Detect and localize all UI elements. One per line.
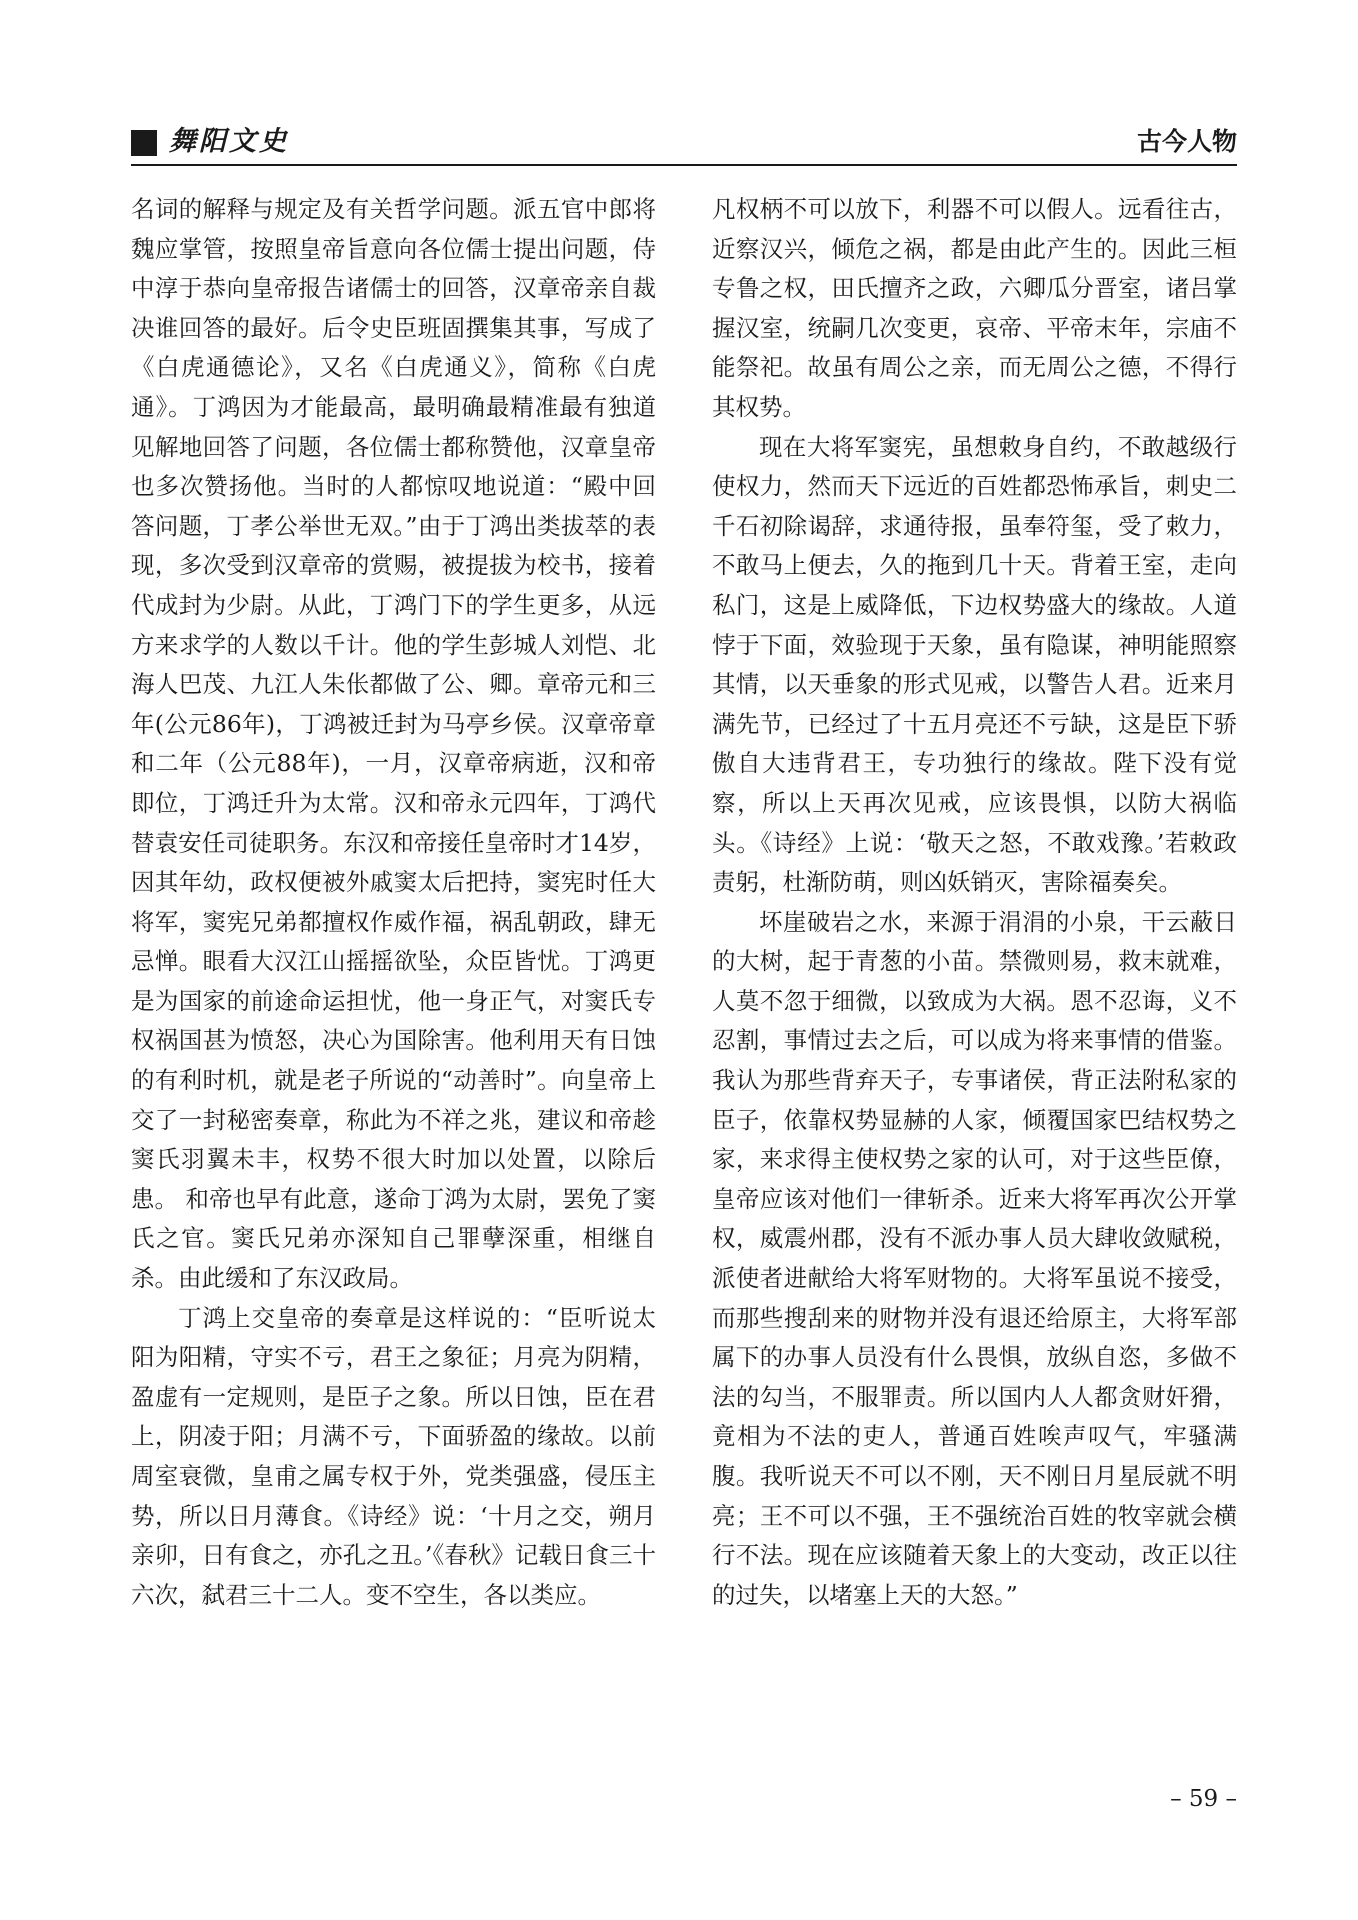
left-paragraph-2: 丁鸿上交皇帝的奏章是这样说的：“臣听说太阳为阳精，守实不亏，君王之象征；月亮为阴精，盈虚有一定规则，是臣子之象。所以日蚀，臣在君上，阴凌于阳；月满不亏，下面骄盈的缘故。以前周室衰微，皇甫之属专权于外，党类强盛，侵压主势，所以日月薄食。《诗经》说：‘十月之交，朔月亲卯，日有食之，亦孔之丑。’《春秋》记载日食三十六次，弑君三十二人。变不空生，各以类应。 [131,1303,656,1609]
journal-title: 舞阳文史 [169,126,289,157]
right-paragraph-3: 坏崖破岩之水，来源于涓涓的小泉，干云蔽日的大树，起于青葱的小苗。禁微则易，救末就难，人莫不忽于细微，以致成为大祸。恩不忍诲，义不忍割，事情过去之后，可以成为将来事情的借鉴。我认为那些背弃天子，专事诸侯，背正法附私家的臣子，依靠权势显赫的人家，倾覆国家巴结权势之家，来求得主使权势之家的认可，对于这些臣僚，皇帝应该对他们一律斩杀。近来大将军再次公开掌权，威震州郡，没有不派办事人员大肆收敛赋税，派使者进献给大将军财物的。大将军虽说不接受，而那些搜刮来的财物并没有退还给原主，大将军部属下的办事人员没有什么畏惧，放纵自恣，多做不法的勾当，不服罪责。所以国内人人都贪财奸猾，竟相为不法的吏人，普通百姓唉声叹气，牢骚满腹。我听说天不可以不刚，天不刚日月星辰就不明亮；王不可以不强，王不强统治百姓的牧宰就会横行不法。现在应该随着天象上的大变动，改正以往的过失，以堵塞上天的大怒。” [712,907,1237,1609]
header-rule [131,164,1237,166]
section-title: 古今人物 [1136,127,1237,156]
page-header [131,122,1237,162]
right-column [712,190,1237,1615]
right-paragraph-2: 现在大将军窦宪，虽想敕身自约，不敢越级行使权力，然而天下远近的百姓都恐怖承旨，刺史二千石初除谒辞，求通待报，虽奉符玺，受了敕力，不敢马上便去，久的拖到几十天。背着王室，走向私门，这是上威降低，下边权势盛大的缘故。人道悖于下面，效验现于天象，虽有隐谋，神明能照察其情，以天垂象的形式见戒，以警告人君。近来月满先节，已经过了十五月亮还不亏缺，这是臣下骄傲自大违背君王，专功独行的缘故。陛下没有觉察，所以上天再次见戒，应该畏惧，以防大祸临头。《诗经》上说：‘敬天之怒，不敢戏豫。’若敕政责躬，杜渐防萌，则凶妖销灭，害除福奏矣。 [712,432,1237,897]
page-number: – 59 – [1170,1786,1237,1812]
left-paragraph-1: 名词的解释与规定及有关哲学问题。派五官中郎将魏应掌管，按照皇帝旨意向各位儒士提出问题，侍中淳于恭向皇帝报告诸儒士的回答，汉章帝亲自裁决谁回答的最好。后令史臣班固撰集其事，写成了《白虎通德论》，又名《白虎通义》，简称《白虎通》。丁鸿因为才能最高，最明确最精准最有独道见解地回答了问题，各位儒士都称赞他，汉章皇帝也多次赞扬他。当时的人都惊叹地说道：“殿中回答问题，丁孝公举世无双。”由于丁鸿出类拔萃的表现，多次受到汉章帝的赏赐，被提拔为校书，接着代成封为少尉。从此，丁鸿门下的学生更多，从远方来求学的人数以千计。他的学生彭城人刘恺、北海人巴茂、九江人朱伥都做了公、卿。章帝元和三年(公元86年)，丁鸿被迁封为马亭乡侯。汉章帝章和二年（公元88年)，一月，汉章帝病逝，汉和帝即位，丁鸿迁升为太常。汉和帝永元四年，丁鸿代替袁安任司徒职务。东汉和帝接任皇帝时才14岁，因其年幼，政权便被外戚窦太后把持，窦宪时任大将军，窦宪兄弟都擅权作威作福，祸乱朝政，肆无忌惮。眼看大汉江山摇摇欲坠，众臣皆忧。丁鸿更是为国家的前途命运担忧，他一身正气，对窦氏专权祸国甚为愤怒，决心为国除害。他利用天有日蚀的有利时机，就是老子所说的“动善时”。向皇帝上交了一封秘密奏章，称此为不祥之兆，建议和帝趁窦氏羽翼未丰，权势不很大时加以处置，以除后患。 和帝也早有此意，遂命丁鸿为太尉，罢免了窦氏之官。窦氏兄弟亦深知自己罪孽深重，相继自杀。由此缓和了东汉政局。 [131,195,656,1293]
header-square-mark [131,130,157,156]
left-column [131,190,656,1615]
right-paragraph-1: 凡权柄不可以放下，利器不可以假人。远看往古，近察汉兴，倾危之祸，都是由此产生的。因此三桓专鲁之权，田氏擅齐之政，六卿瓜分晋室，诸吕掌握汉室，统嗣几次变更，哀帝、平帝末年，宗庙不能祭祀。故虽有周公之亲，而无周公之德，不得行其权势。 [712,195,1237,421]
